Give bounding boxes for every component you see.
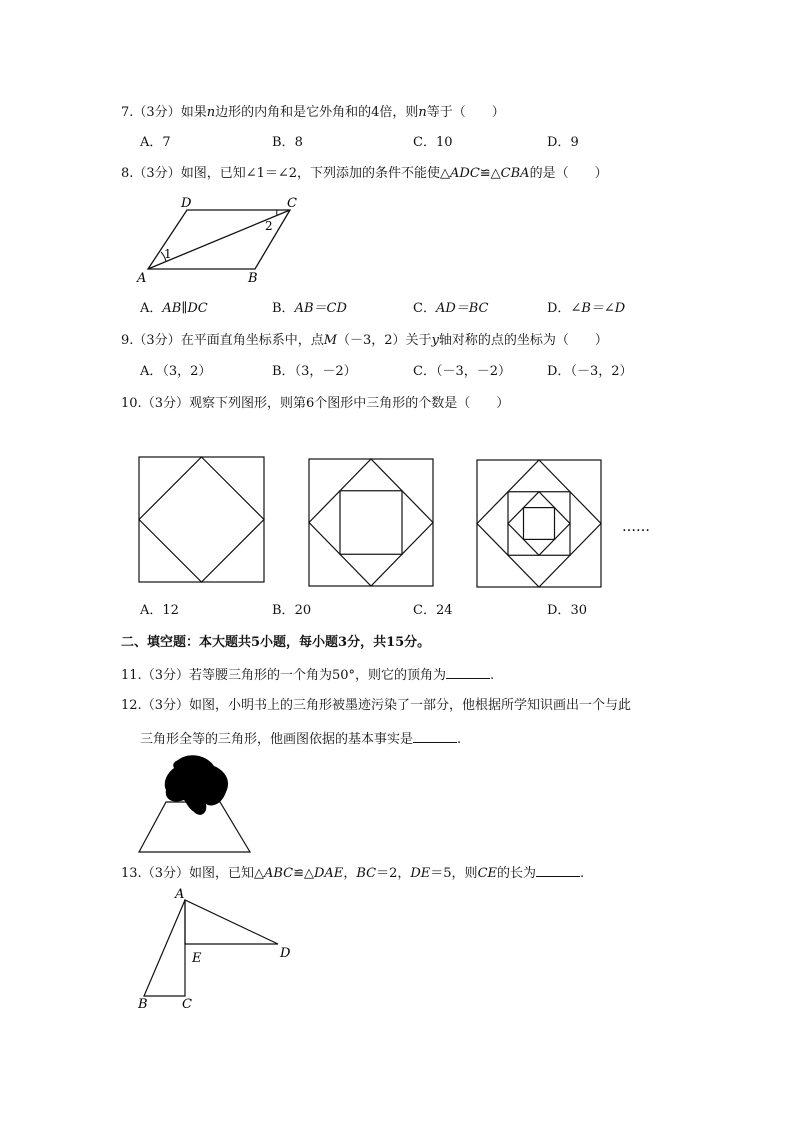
q7-option-a[interactable]	[140, 135, 171, 151]
q12-text-2: 三角形全等的三角形，他画图依据的基本事实是	[140, 732, 414, 747]
triangle-abc	[144, 900, 185, 996]
q13-ce: CE	[477, 866, 497, 881]
option-text: 7	[162, 135, 171, 150]
section-2-heading: 二、填空题：本大题共5小题，每小题3分，共15分。	[121, 635, 431, 650]
q10-pattern-figures	[138, 456, 668, 591]
option-text: （3，－2）	[294, 364, 357, 379]
option-letter: D．	[547, 364, 571, 379]
q11-answer-blank[interactable]	[446, 666, 490, 679]
q8-stem	[121, 166, 608, 182]
option-letter: C．	[413, 135, 436, 150]
q10-text: 观察下列图形，则第6个图形中三角形的个数是（ ）	[188, 396, 510, 411]
q7-option-d[interactable]	[547, 135, 579, 151]
q9-option-a[interactable]	[140, 364, 211, 380]
q7-text-3: 等于（ ）	[426, 105, 505, 120]
option-letter: D．	[547, 301, 571, 316]
label-angle-1: 1	[164, 247, 172, 261]
q10-option-b[interactable]	[272, 603, 311, 619]
q13-eq-5: ＝5，则	[430, 866, 478, 881]
q9-point-m: M	[323, 333, 338, 348]
option-letter: D．	[547, 135, 571, 150]
q13-answer-blank[interactable]	[536, 864, 580, 877]
q12-answer-blank[interactable]	[413, 730, 457, 743]
q9-option-b[interactable]	[272, 364, 357, 380]
q10-option-d[interactable]	[547, 603, 587, 619]
option-text: 24	[435, 603, 453, 618]
q10-number: 10.	[121, 396, 142, 411]
option-letter: C．	[413, 603, 436, 618]
q7-option-c[interactable]	[413, 135, 453, 151]
q12-ink-triangle-figure	[136, 752, 256, 857]
option-letter: A．	[140, 364, 163, 379]
option-letter: A．	[140, 603, 163, 618]
label-a: A	[175, 887, 185, 902]
q11-end: .	[490, 668, 495, 683]
q13-congruent: ≌△	[293, 866, 314, 881]
pattern-figure-2	[309, 459, 433, 586]
q9-option-d[interactable]	[547, 364, 632, 380]
pattern-figure-1	[139, 457, 264, 582]
option-text: 12	[162, 603, 179, 618]
label-b: B	[248, 271, 258, 286]
option-letter: B．	[272, 135, 295, 150]
q8-congruent: ≌△	[479, 166, 501, 181]
q8-parallelogram-figure	[130, 192, 310, 287]
ink-blot	[165, 755, 228, 815]
option-text: 30	[570, 603, 587, 618]
q13-end: .	[580, 866, 585, 881]
q9-stem	[121, 333, 608, 349]
q13-triangles-figure	[130, 884, 310, 1014]
option-letter: C．	[413, 364, 436, 379]
q8-number: 8.	[121, 166, 134, 181]
q13-eq-2: ＝2，	[376, 866, 411, 881]
q12-stem-line-2	[140, 730, 461, 748]
option-text: （3，2）	[162, 364, 212, 379]
option-text: 9	[570, 135, 579, 150]
label-a: A	[137, 271, 147, 286]
q12-score: （3分）	[141, 698, 189, 713]
q11-score: （3分）	[141, 668, 189, 683]
option-text: 20	[294, 603, 312, 618]
q8-tri-cba: CBA	[500, 166, 530, 181]
label-c: C	[287, 196, 297, 211]
q7-score: （3分）	[133, 105, 181, 120]
q7-text-1: 如果	[180, 105, 207, 120]
q13-comma: ，	[343, 866, 357, 881]
option-text: （－3，2）	[570, 364, 633, 379]
option-text: 8	[294, 135, 303, 150]
q10-option-c[interactable]	[413, 603, 453, 619]
q11-text: 若等腰三角形的一个角为50°，则它的顶角为	[188, 668, 447, 683]
option-text: ∠B＝∠D	[570, 301, 626, 316]
option-letter: A．	[140, 135, 163, 150]
q9-option-c[interactable]	[413, 364, 511, 380]
q13-tri-dae: DAE	[314, 866, 344, 881]
q11-stem	[121, 666, 494, 684]
q8-option-c[interactable]	[413, 301, 489, 317]
option-text: 10	[435, 135, 453, 150]
q9-text-1: 在平面直角坐标系中，点	[180, 333, 324, 348]
q10-option-a[interactable]	[140, 603, 179, 619]
label-e: E	[192, 951, 202, 966]
label-b: B	[138, 997, 148, 1012]
option-letter: A．	[140, 301, 163, 316]
q12-number: 12.	[121, 698, 142, 713]
q8-option-b[interactable]	[272, 301, 347, 317]
option-text: AD＝BC	[435, 301, 489, 316]
q8-option-a[interactable]	[140, 301, 208, 317]
option-letter: C．	[413, 301, 436, 316]
q9-score: （3分）	[133, 333, 181, 348]
option-letter: B．	[272, 301, 295, 316]
label-c: C	[182, 997, 192, 1012]
q13-number: 13.	[121, 866, 142, 881]
label-d: D	[181, 196, 192, 211]
q7-option-b[interactable]	[272, 135, 303, 151]
triangle-dae	[185, 900, 278, 944]
q13-tri-abc: ABC	[263, 866, 294, 881]
option-text: （－3，－2）	[435, 364, 511, 379]
q10-score: （3分）	[141, 396, 189, 411]
q13-text-5: 的长为	[497, 866, 537, 881]
q9-axis-y: y	[431, 333, 439, 348]
q9-text-2: （－3，2）关于	[337, 333, 432, 348]
q7-number: 7.	[121, 105, 134, 120]
q13-de: DE	[410, 866, 431, 881]
q7-stem	[121, 105, 505, 121]
q13-bc: BC	[356, 866, 377, 881]
q7-text-2: 边形的内角和是它外角和的4倍，则	[215, 105, 419, 120]
q8-text-1: 如图，已知∠1＝∠2，下列添加的条件不能使△	[180, 166, 451, 181]
option-text: AB＝CD	[294, 301, 347, 316]
label-d: D	[280, 946, 291, 961]
q9-number: 9.	[121, 333, 134, 348]
q12-stem-line-1	[121, 698, 631, 714]
q8-score: （3分）	[133, 166, 181, 181]
q12-text-1: 如图，小明书上的三角形被墨迹污染了一部分，他根据所学知识画出一个与此	[188, 698, 631, 713]
q8-text-2: 的是（ ）	[529, 166, 608, 181]
q9-text-3: 轴对称的点的坐标为（ ）	[438, 333, 608, 348]
option-letter: B．	[272, 603, 295, 618]
option-text: AB∥DC	[162, 301, 208, 316]
label-angle-2: 2	[265, 219, 273, 233]
q8-option-d[interactable]	[547, 301, 625, 317]
q8-tri-adc: ADC	[450, 166, 480, 181]
q13-stem	[121, 864, 584, 882]
q11-number: 11.	[121, 668, 142, 683]
q12-end: .	[457, 732, 462, 747]
option-letter: D．	[547, 603, 571, 618]
q13-score: （3分）	[141, 866, 189, 881]
q10-stem	[121, 396, 509, 412]
q7-var-n-2: n	[418, 105, 427, 120]
option-letter: B．	[272, 364, 295, 379]
pattern-figure-3	[477, 460, 601, 587]
q13-text-1: 如图，已知△	[188, 866, 264, 881]
q7-var-n: n	[206, 105, 216, 120]
ellipsis: ……	[622, 519, 650, 535]
